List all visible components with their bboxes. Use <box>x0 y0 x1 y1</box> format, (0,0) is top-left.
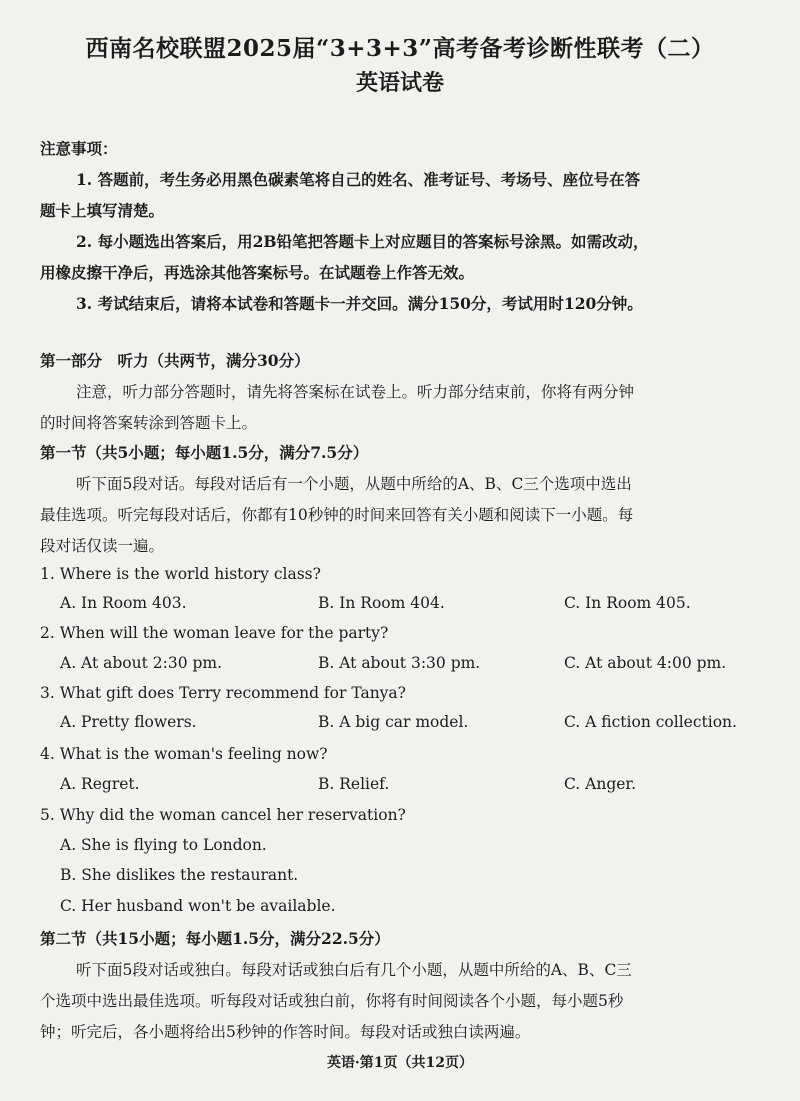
section1-instruction-line-2: 最佳选项。听完每段对话后，你都有10秒钟的时间来回答有关小题和阅读下一小题。每 <box>40 506 634 524</box>
note-item-2-line-2: 用橡皮擦干净后，再选涂其他答案标号。在试题卷上作答无效。 <box>40 263 475 282</box>
part1-intro-line-1: 注意，听力部分答题时，请先将答案标在试卷上。听力部分结束前，你将有两分钟 <box>76 383 635 401</box>
section2-heading: 第二节（共15小题；每小题1.5分，满分22.5分） <box>40 929 390 948</box>
question-1-option-b: B. In Room 404. <box>318 594 445 612</box>
question-1-option-c: C. In Room 405. <box>564 594 691 612</box>
question-3: 3. What gift does Terry recommend for Tanya? <box>40 684 406 702</box>
part1-heading: 第一部分 听力（共两节，满分30分） <box>40 351 310 370</box>
question-5-option-b: B. She dislikes the restaurant. <box>60 866 299 884</box>
notes-heading: 注意事项： <box>40 139 118 158</box>
note-item-3: 3. 考试结束后，请将本试卷和答题卡一并交回。满分150分，考试用时120分钟。 <box>76 294 643 313</box>
question-4-option-c: C. Anger. <box>564 775 637 793</box>
question-2: 2. When will the woman leave for the party? <box>40 624 389 642</box>
exam-title: 西南名校联盟2025届“3+3+3”高考备考诊断性联考（二） <box>85 35 715 62</box>
question-4-option-a: A. Regret. <box>60 775 140 793</box>
question-3-option-a: A. Pretty flowers. <box>60 713 197 731</box>
question-2-option-c: C. At about 4:00 pm. <box>564 654 727 672</box>
question-3-option-c: C. A fiction collection. <box>564 713 737 731</box>
question-3-option-b: B. A big car model. <box>318 713 469 731</box>
question-2-option-b: B. At about 3:30 pm. <box>318 654 481 672</box>
section2-instruction-line-1: 听下面5段对话或独白。每段对话或独白后有几个小题，从题中所给的A、B、C三 <box>76 961 632 979</box>
note-item-1-line-1: 1. 答题前，考生务必用黑色碳素笔将自己的姓名、准考证号、考场号、座位号在答 <box>76 170 641 189</box>
question-1-option-a: A. In Room 403. <box>60 594 187 612</box>
section2-instruction-line-2: 个选项中选出最佳选项。听每段对话或独白前，你将有时间阅读各个小题，每小题5秒 <box>40 992 624 1010</box>
question-2-option-a: A. At about 2:30 pm. <box>60 654 223 672</box>
question-5: 5. Why did the woman cancel her reservation? <box>40 806 406 824</box>
section1-heading: 第一节（共5小题；每小题1.5分，满分7.5分） <box>40 443 369 462</box>
question-4-option-b: B. Relief. <box>318 775 390 793</box>
page-footer: 英语·第1页（共12页） <box>326 1055 474 1071</box>
note-item-1-line-2: 题卡上填写清楚。 <box>40 201 165 220</box>
part1-intro-line-2: 的时间将答案转涂到答题卡上。 <box>40 414 258 432</box>
question-4: 4. What is the woman's feeling now? <box>40 745 328 763</box>
note-item-2-line-1: 2. 每小题选出答案后，用2B铅笔把答题卡上对应题目的答案标号涂黑。如需改动， <box>76 232 649 251</box>
question-5-option-a: A. She is flying to London. <box>60 836 267 854</box>
question-5-option-c: C. Her husband won't be available. <box>60 897 336 915</box>
section1-instruction-line-3: 段对话仅读一遍。 <box>40 537 165 555</box>
section2-instruction-line-3: 钟；听完后，各小题将给出5秒钟的作答时间。每段对话或独白读两遍。 <box>40 1023 531 1041</box>
exam-subtitle: 英语试卷 <box>355 70 444 96</box>
question-1: 1. Where is the world history class? <box>40 565 321 583</box>
section1-instruction-line-1: 听下面5段对话。每段对话后有一个小题，从题中所给的A、B、C三个选项中选出 <box>76 475 632 493</box>
